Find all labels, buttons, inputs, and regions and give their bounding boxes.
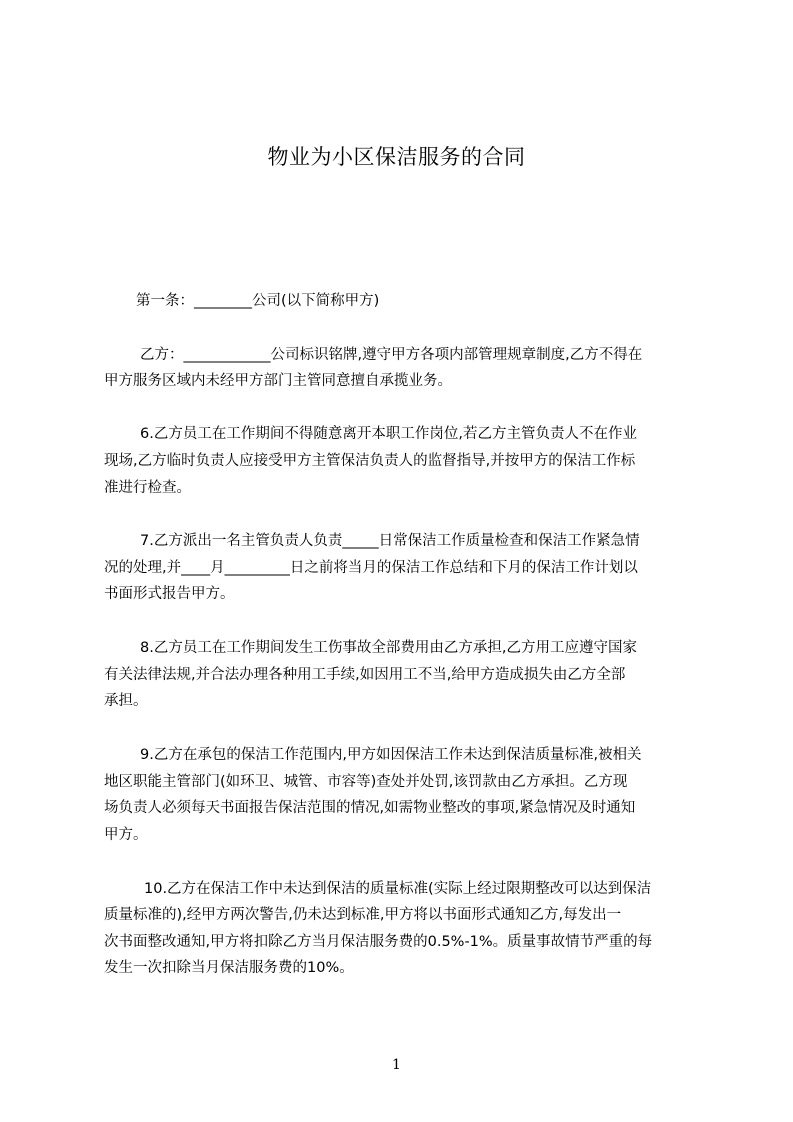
clause-9-line-1: 9.乙方在承包的保洁工作范围内,甲方如因保洁工作未达到保洁质量标准,被相关 (140, 747, 642, 763)
clause-10-line-4: 发生一次扣除当月保洁服务费的10%。 (104, 960, 354, 976)
clause-8-line-1: 8.乙方员工在工作期间发生工伤事故全部费用由乙方承担,乙方用工应遵守国家 (140, 640, 637, 656)
article-1-line-1: 第一条：________公司(以下简称甲方) (136, 293, 380, 309)
clause-6-line-3: 准进行检查。 (104, 480, 191, 496)
clause-9-line-2: 地区职能主管部门(如环卫、城管、市容等)查处并处罚,该罚款由乙方承担。乙方现 (104, 774, 628, 790)
clause-7-line-1: 7.乙方派出一名主管负责人负责_____日常保洁工作质量检查和保洁工作紧急情 (140, 533, 640, 549)
clause-7-line-2: 况的处理,并____月_________日之前将当月的保洁工作总结和下月的保洁工作计划以 (104, 560, 638, 576)
clause-6-line-1: 6.乙方员工在工作期间不得随意离开本职工作岗位,若乙方主管负责人不在作业 (140, 426, 637, 442)
clause-8-line-2: 有关法律法规,并合法办理各种用工手续,如因用工不当,给甲方造成损失由乙方全部 (104, 667, 626, 683)
clause-7-line-3: 书面形式报告甲方。 (104, 586, 235, 602)
clause-9-line-3: 场负责人必须每天书面报告保洁范围的情况,如需物业整改的事项,紧急情况及时通知 (104, 800, 636, 816)
clause-6-line-2: 现场,乙方临时负责人应接受甲方主管保洁负责人的监督指导,并按甲方的保洁工作标 (104, 453, 636, 469)
clause-8-line-3: 承担。 (104, 693, 148, 709)
party-b-line-2: 甲方服务区域内未经甲方部门主管同意擅自承揽业务。 (104, 373, 452, 389)
party-b-line-1: 乙方：____________公司标识铭牌,遵守甲方各项内部管理规章制度,乙方不得在 (140, 347, 643, 363)
clause-10-line-1: 10.乙方在保洁工作中未达到保洁的质量标准(实际上经过限期整改可以达到保洁 (144, 881, 652, 897)
page-number: 1 (392, 1057, 401, 1073)
document-title: 物业为小区保洁服务的合同 (267, 145, 526, 169)
clause-9-line-4: 甲方。 (104, 827, 148, 843)
clause-10-line-3: 次书面整改通知,甲方将扣除乙方当月保洁服务费的0.5%-1%。质量事故情节严重的每 (104, 934, 653, 950)
clause-10-line-2: 质量标准的),经甲方两次警告,仍未达到标准,甲方将以书面形式通知乙方,每发出一 (104, 907, 622, 923)
